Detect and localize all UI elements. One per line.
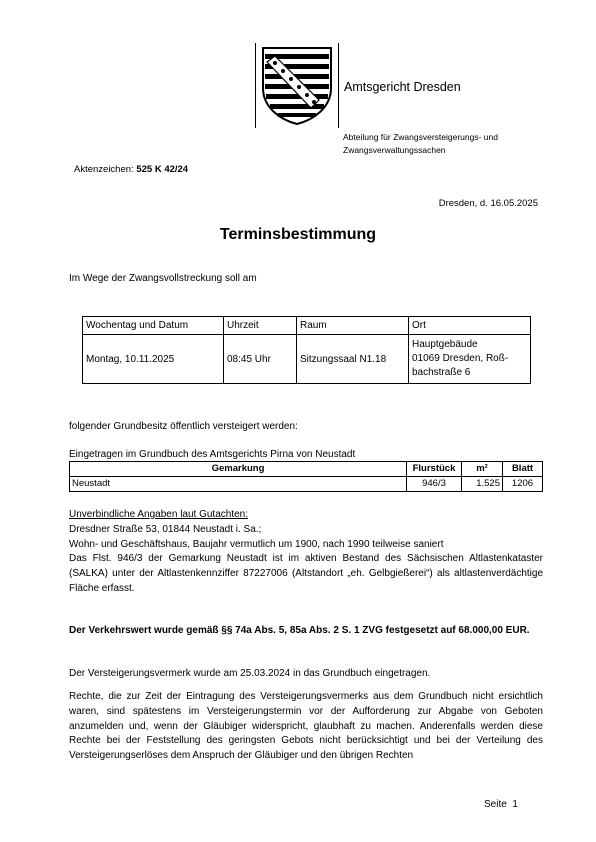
gutachten-heading: Unverbindliche Angaben laut Gutachten:: [69, 509, 249, 520]
letterhead-rule-right: [338, 43, 339, 128]
termin-header-place: Ort: [409, 317, 531, 335]
termin-place-line: bachstraße 6: [412, 367, 471, 378]
place-date: Dresden, d. 16.05.2025: [438, 198, 538, 209]
court-department: Abteilung für Zwangsversteigerungs- und Zwangsverwaltungssachen: [343, 132, 498, 155]
grundbuch-header-row: [70, 462, 543, 477]
grundbuch-row: [70, 477, 543, 492]
termin-header-room: Raum: [297, 317, 409, 335]
aktenzeichen-value: 525 K 42/24: [136, 164, 189, 175]
following-text: folgender Grundbesitz öffentlich versteigert werden:: [69, 421, 298, 432]
termin-room: Sitzungssaal N1.18: [297, 335, 409, 384]
rechte-text: Rechte, die zur Zeit der Eintragung des Versteigerungsvermerks aus dem Grundbuch nicht ersichtlich waren, sind spätestens im Versteigerungstermin vor der Aufforderung zur Abgabe von Geboten anzumelden und, wenn der Gläubiger widerspricht, glaubhaft zu machen. Anderenfalls werden diese Rechte bei der Feststellung des geringsten Gebots nicht berücksichtigt und bei der Verteilung des Versteigerungserlöses dem Anspruch der Gläubiger und den übrigen Rechten: [69, 691, 543, 762]
aktenzeichen: [74, 164, 188, 175]
termin-date: Montag, 10.11.2025: [83, 335, 224, 384]
termin-place-line: Hauptgebäude: [412, 339, 478, 350]
saxony-coat-of-arms-icon: [261, 46, 333, 126]
grundbuch-caption: Eingetragen im Grundbuch des Amtsgerichts Pirna von Neustadt: [69, 449, 356, 460]
document-title: Terminsbestimmung: [219, 226, 377, 243]
letterhead-rule-left: [255, 43, 256, 128]
termin-table: [82, 316, 531, 384]
verkehrswert-text: Der Verkehrswert wurde gemäß §§ 74a Abs. 5, 85a Abs. 2 S. 1 ZVG festgesetzt auf 68.000,00 EUR.: [69, 625, 530, 636]
gutachten-line: Wohn- und Geschäftshaus, Baujahr vermutlich um 1900, nach 1990 teilweise saniert: [69, 538, 444, 550]
termin-header-date: Wochentag und Datum: [83, 317, 224, 335]
grundbuch-header-area: m²: [462, 462, 503, 477]
grundbuch-gemarkung: Neustadt: [70, 477, 407, 492]
termin-header-time: Uhrzeit: [224, 317, 297, 335]
grundbuch-area: 1.525: [462, 477, 503, 492]
grundbuch-header-flurstueck: Flurstück: [407, 462, 462, 477]
vermerk-text: Der Versteigerungsvermerk wurde am 25.03.2024 in das Grundbuch eingetragen.: [69, 668, 431, 679]
grundbuch-table: [69, 461, 543, 492]
gutachten-section: [69, 508, 543, 597]
gutachten-paragraph: Das Flst. 946/3 der Gemarkung Neustadt ist im aktiven Bestand des Sächsischen Altlastenkataster (SALKA) unter der Altlastenkennziffer 87227006 (Altstandort „eh. Gelbgießerei“) als altlastenverdächtige Fläche erfasst.: [69, 553, 543, 594]
grundbuch-header-gemarkung: Gemarkung: [70, 462, 407, 477]
termin-place: [409, 335, 531, 384]
termin-row: [83, 335, 531, 384]
grundbuch-blatt: 1206: [503, 477, 543, 492]
aktenzeichen-label: Aktenzeichen:: [74, 164, 134, 175]
intro-text: Im Wege der Zwangsvollstreckung soll am: [69, 273, 257, 284]
termin-place-line: 01069 Dresden, Roß-: [412, 353, 509, 364]
page-number: Seite 1: [484, 799, 518, 810]
grundbuch-header-blatt: Blatt: [503, 462, 543, 477]
termin-header-row: [83, 317, 531, 335]
court-name: Amtsgericht Dresden: [344, 80, 461, 94]
grundbuch-flurstueck: 946/3: [407, 477, 462, 492]
gutachten-line: Dresdner Straße 53, 01844 Neustadt i. Sa.;: [69, 523, 262, 535]
termin-time: 08:45 Uhr: [224, 335, 297, 384]
